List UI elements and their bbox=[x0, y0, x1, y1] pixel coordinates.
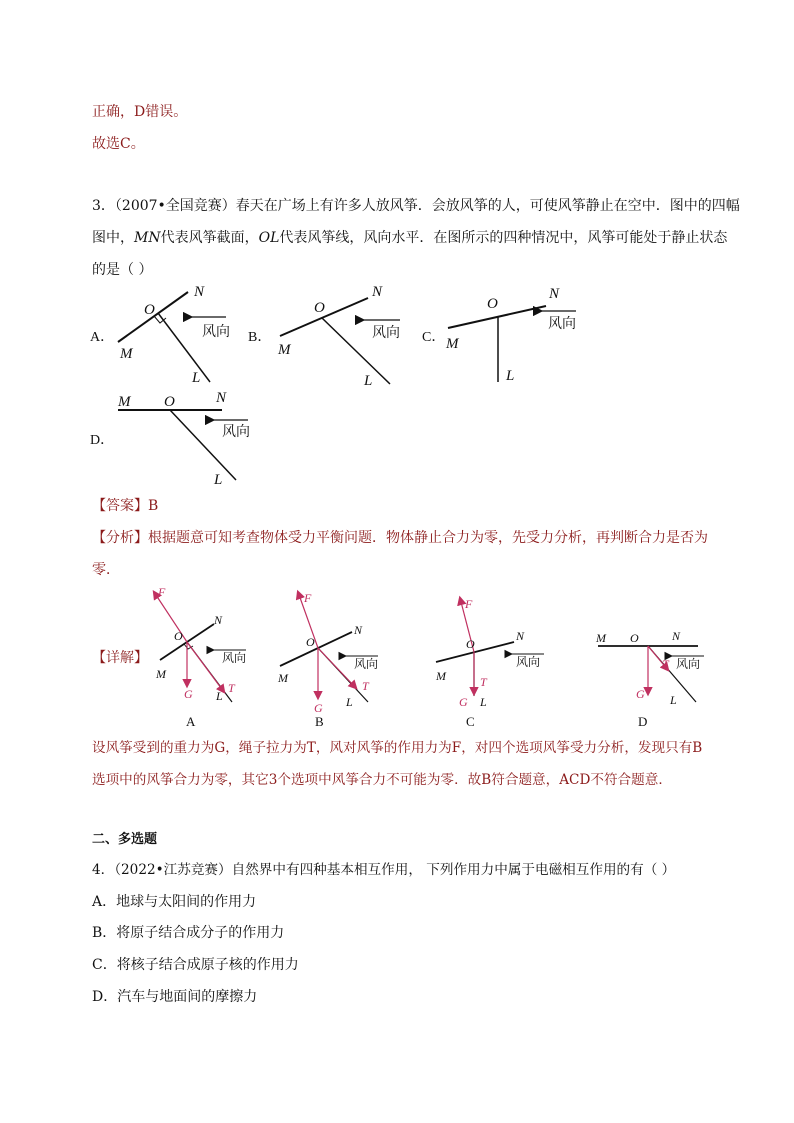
q3-figure-a bbox=[90, 284, 230, 386]
label-m: M bbox=[278, 342, 291, 358]
wind-label: 风向 bbox=[222, 425, 250, 440]
label-l: L bbox=[506, 368, 515, 384]
label-n: N bbox=[516, 629, 525, 643]
q3-figure-d bbox=[90, 390, 250, 488]
q4-option-d: D．汽车与地面间的摩擦力 bbox=[92, 989, 258, 1005]
label-l: L bbox=[214, 472, 223, 488]
q3-option-c: C． bbox=[422, 330, 446, 345]
label-l: L bbox=[346, 695, 353, 709]
detail-label: 【详解】 bbox=[92, 650, 148, 666]
label-f: F bbox=[465, 597, 473, 611]
label-l: L bbox=[670, 693, 677, 707]
label-l: L bbox=[192, 370, 201, 386]
label-n: N bbox=[372, 284, 383, 300]
kite-string-ol bbox=[158, 313, 210, 382]
label-t: T bbox=[662, 657, 669, 671]
label-g: G bbox=[459, 695, 468, 709]
label-o: O bbox=[314, 300, 325, 316]
label-n: N bbox=[354, 623, 363, 637]
label-t: T bbox=[362, 679, 369, 693]
label-f: F bbox=[158, 585, 166, 599]
prev-answer-line2: 故选C。 bbox=[92, 136, 145, 152]
answer-value: B bbox=[148, 498, 159, 514]
label-n: N bbox=[214, 613, 223, 627]
q3-kite-figures bbox=[88, 284, 628, 494]
caption-d: D bbox=[638, 714, 648, 729]
q3-stem-line2: 图中，MN代表风筝截面，OL代表风筝线，风向水平．在图所示的四种情况中，风筝可能处于静止状态 bbox=[92, 230, 728, 246]
q3-stem-line3: 的是（ ） bbox=[92, 262, 153, 278]
label-g: G bbox=[636, 687, 645, 701]
label-m: M bbox=[446, 336, 459, 352]
label-o: O bbox=[630, 631, 639, 645]
label-m: M bbox=[156, 667, 166, 681]
q3-option-d: D． bbox=[90, 433, 115, 448]
label-t: T bbox=[228, 681, 235, 695]
kite-section-mn bbox=[436, 642, 514, 662]
label-l: L bbox=[480, 695, 487, 709]
analysis-line2: 零． bbox=[92, 562, 120, 578]
label-g: G bbox=[184, 687, 193, 701]
detail-force-figures bbox=[140, 584, 720, 736]
analysis-label: 【分析】 bbox=[92, 530, 148, 546]
label-o: O bbox=[466, 637, 475, 651]
answer-label: 【答案】 bbox=[92, 498, 148, 514]
wind-label: 风向 bbox=[222, 651, 247, 665]
label-o: O bbox=[164, 394, 175, 410]
label-o: O bbox=[487, 296, 498, 312]
label-m: M bbox=[596, 631, 606, 645]
kite-section-mn bbox=[280, 632, 352, 666]
q3-option-a: A． bbox=[90, 330, 115, 345]
q3-stem-line1: 3．（2007•全国竞赛）春天在广场上有许多人放风筝．会放风筝的人，可使风筝静止在空中．图中的四幅 bbox=[92, 198, 740, 214]
label-n: N bbox=[216, 390, 227, 406]
label-o: O bbox=[174, 629, 183, 643]
wind-label: 风向 bbox=[372, 326, 400, 341]
label-l: L bbox=[364, 373, 373, 389]
detail-figure-c bbox=[435, 597, 544, 729]
label-m: M bbox=[118, 394, 131, 410]
label-o: O bbox=[306, 635, 315, 649]
analysis-line1: 【分析】根据题意可知考查物体受力平衡问题．物体静止合力为零，先受力分析，再判断合力是否为 bbox=[92, 530, 708, 546]
detail-line1: 设风筝受到的重力为G，绳子拉力为T，风对风筝的作用力为F，对四个选项风筝受力分析，发现只有B bbox=[92, 740, 703, 756]
prev-answer-line1: 正确，D错误。 bbox=[92, 104, 188, 120]
q4-option-b: B．将原子结合成分子的作用力 bbox=[92, 925, 285, 941]
label-n: N bbox=[194, 284, 205, 300]
detail-figure-d bbox=[595, 629, 704, 729]
answer-line bbox=[92, 496, 158, 516]
detail-figure-a bbox=[154, 585, 246, 729]
wind-label: 风向 bbox=[676, 657, 701, 671]
caption-c: C bbox=[466, 714, 475, 729]
wind-label: 风向 bbox=[548, 317, 576, 332]
q3-figure-b bbox=[248, 284, 400, 389]
q4-option-c: C．将核子结合成原子核的作用力 bbox=[92, 957, 299, 973]
q3-option-b: B． bbox=[248, 330, 272, 345]
label-g: G bbox=[314, 701, 323, 715]
q4-option-a: A．地球与太阳间的作用力 bbox=[92, 894, 257, 910]
label-n: N bbox=[672, 629, 681, 643]
label-n: N bbox=[549, 286, 560, 302]
label-m: M bbox=[278, 671, 288, 685]
wind-label: 风向 bbox=[354, 657, 379, 671]
detail-figure-b bbox=[277, 591, 378, 729]
label-m: M bbox=[120, 346, 133, 362]
q3-figure-c bbox=[422, 286, 576, 384]
caption-b: B bbox=[315, 714, 324, 729]
label-m: M bbox=[436, 669, 446, 683]
detail-line2: 选项中的风筝合力为零，其它3个选项中风筝合力不可能为零．故B符合题意，ACD不符合题意． bbox=[92, 772, 672, 788]
section-title: 二、多选题 bbox=[92, 832, 158, 847]
label-t: T bbox=[480, 675, 487, 689]
caption-a: A bbox=[186, 714, 196, 729]
label-l: L bbox=[216, 689, 223, 703]
label-o: O bbox=[144, 302, 155, 318]
label-f: F bbox=[304, 591, 312, 605]
q4-stem: 4．（2022•江苏竞赛）自然界中有四种基本相互作用， 下列作用力中属于电磁相互作用的有（ ） bbox=[92, 862, 676, 878]
wind-label: 风向 bbox=[516, 655, 541, 669]
wind-label: 风向 bbox=[202, 325, 230, 340]
force-t-arrow bbox=[318, 648, 356, 688]
